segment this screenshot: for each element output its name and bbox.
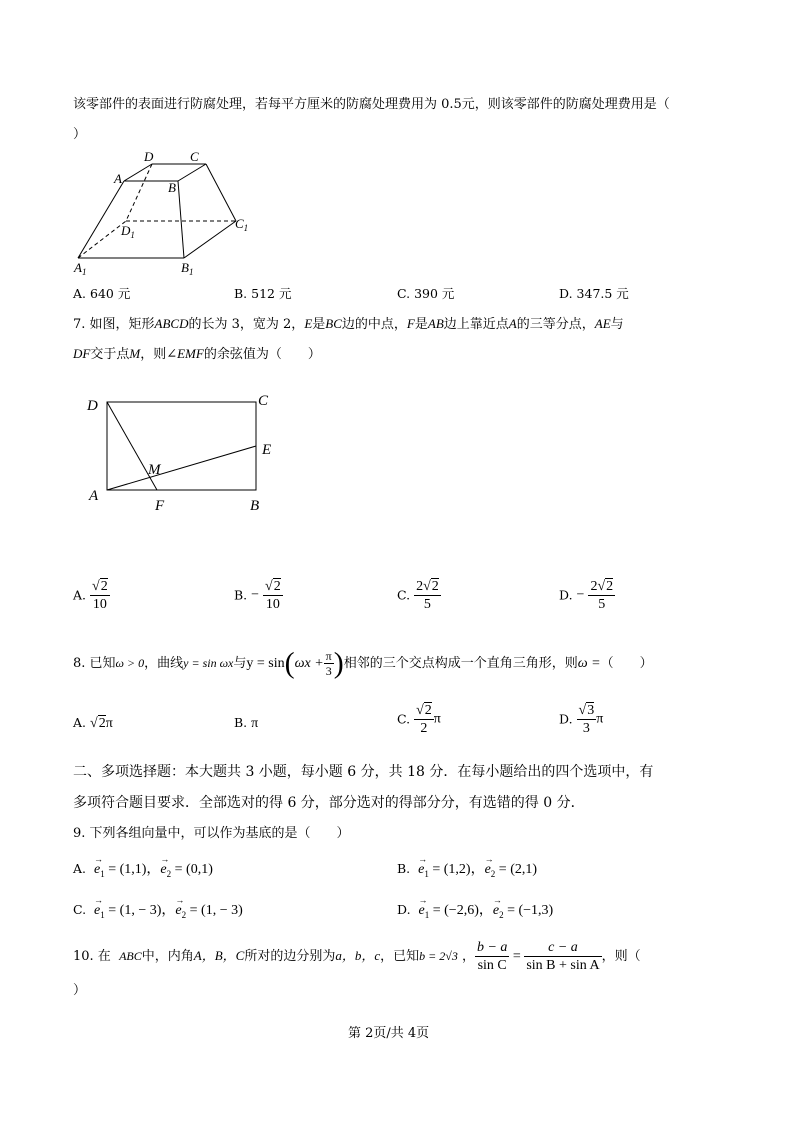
q8-option-b[interactable]: B. π (234, 715, 259, 731)
q6-stem-line2: ） (73, 127, 87, 142)
q9-stem: 9. 下列各组向量中，可以作为基底的是（ ） (73, 826, 350, 841)
q6-label-D1: $D_1$ (121, 223, 135, 240)
page-footer: 第 2页/共 4页 (348, 1026, 430, 1041)
q7-label-A: A (89, 488, 99, 504)
q7-stem-line1: 7. 如图，矩形ABCD的长为 3，宽为 2，E是BC边的中点，F是AB边上靠近点A的三等分点，AE与 (73, 316, 624, 332)
q8-stem: 8. 已知ω > 0，曲线y = sin ωx与y = sin(ωx + $\frac{\pi}{3}$ )相邻的三个交点构成一个直角三角形，则ω =（ ） (73, 646, 653, 680)
q6-frustum-figure (70, 148, 260, 278)
q9-option-d[interactable]: D. → $e_1 = (-2,6)$，→ $e_2 = (-1,3)$ (397, 901, 553, 924)
q6-option-a[interactable]: A. 640 元 (73, 286, 131, 301)
q7-label-D: D (87, 398, 98, 414)
q7-option-b[interactable]: B. − $\frac{√2}{10}$ (234, 579, 281, 612)
section2-heading-line1: 二、多项选择题：本大题共 3 小题，每小题 6 分，共 18 分．在每小题给出的四个选项中，有 (73, 764, 654, 780)
q9-option-b[interactable]: B. → $e_1 = (1,2)$，→ $e_2 = (2,1)$ (397, 860, 537, 883)
q6-label-C: C (190, 149, 199, 164)
q6-label-B1: $B_1$ (181, 260, 194, 277)
q7-stem-line2: DF交于点M，则∠EMF的余弦值为（ ） (73, 346, 321, 362)
q7-label-C: C (258, 393, 269, 409)
section2-heading-line2: 多项符合题目要求．全部选对的得 6 分，部分选对的得部分分，有选错的得 0 分． (73, 795, 585, 811)
q7-label-B: B (250, 498, 260, 514)
q8-option-c[interactable]: C. $\frac{√2}{2}$ π (397, 703, 441, 736)
q10-stem-line1: 10. 在 ABC中，内角A，B，C所对的边分别为a，b，c，已知b = 2√3 ， $\frac{b - a}{\text{sin C}}$ = $\frac{c - a}{\text{sin B + sin A}}$ ，则（ (73, 940, 641, 973)
q9-option-a[interactable]: A. → $e_1 = (1,1)$，→ $e_2 = (0,1)$ (73, 860, 213, 883)
q6-label-A: A (114, 171, 122, 186)
q7-option-c[interactable]: C. $\frac{2√2}{5}$ (397, 579, 439, 612)
q6-label-A1: $A_1$ (74, 260, 87, 277)
q8-option-a[interactable]: A. √2π (73, 715, 113, 731)
q8-option-d[interactable]: D. $\frac{√3}{3}$ π (559, 703, 604, 736)
q7-rectangle-figure (84, 388, 284, 518)
q6-label-C1: $C_1$ (235, 216, 249, 233)
q7-label-M: M (148, 462, 161, 478)
q7-option-d[interactable]: D. − $\frac{2√2}{5}$ (559, 579, 614, 612)
q7-label-E: E (262, 442, 272, 458)
q6-option-b[interactable]: B. 512 元 (234, 286, 292, 301)
q7-label-F: F (155, 498, 165, 514)
q9-option-c[interactable]: C. → $e_1 = (1$, − 3)，→ $e_2 = (1$, − 3) (73, 901, 243, 924)
q7-option-a[interactable]: A. $\frac{√2}{10}$ (73, 579, 108, 612)
q6-stem-line1: 该零部件的表面进行防腐处理，若每平方厘米的防腐处理费用为 0.5元，则该零部件的防腐处理费用是（ (73, 97, 670, 112)
q10-stem-line2: ） (73, 983, 87, 998)
q6-label-B: B (168, 180, 176, 195)
q6-option-c[interactable]: C. 390 元 (397, 286, 455, 301)
q6-label-D: D (144, 149, 154, 164)
q6-option-d[interactable]: D. 347.5 元 (559, 286, 629, 301)
